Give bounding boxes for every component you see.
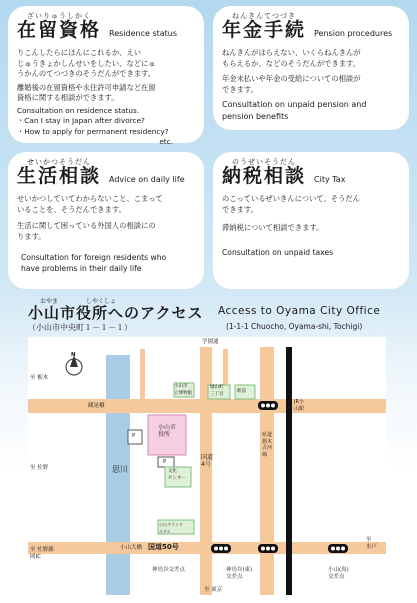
card-tax — [213, 152, 409, 289]
card-text: せいかつしていてわからないこと、こまって — [17, 194, 163, 203]
map-label-cityoffice: 小山市 役所 — [158, 424, 177, 438]
card-title: 納税相談 — [222, 165, 307, 187]
map-label-mito: 至 水戸 — [366, 537, 378, 550]
card-text: りこんしたらにほんにこれるか、えい — [17, 48, 142, 57]
north-label: N — [71, 352, 76, 358]
map-label-sanoto: 至 佐野藤岡IC — [30, 547, 54, 560]
card-title: 在留資格 — [17, 19, 102, 41]
map-label-shiroyama: 城山町 三丁目 — [210, 385, 224, 397]
map-label-jr: JR小山駅 — [294, 399, 305, 412]
map-label-oyama-junction: 小山(馬) 交差点 — [328, 567, 349, 580]
map-label-kannonbashi: 観晃橋 — [88, 403, 105, 409]
card-text-en: have problems in their daily life — [21, 264, 142, 273]
card-text: できます。 — [222, 84, 258, 94]
map-label-ekimae: 駅前 — [237, 389, 246, 394]
card-text-en: ・Can I stay in Japan after divorce? — [17, 116, 145, 125]
card-text-en: Consultation for foreign residents who — [21, 253, 167, 262]
card-text-en: Consultation on unpaid pension and — [222, 100, 367, 109]
card-text: うかんのてつづきのそうだんができます。 — [17, 69, 156, 78]
map-label-prefroad: 県道栃木古河線 — [262, 432, 273, 458]
map-label-tochigi: 至 栃木 — [30, 375, 49, 381]
card-ruby: ざいりゅうしかく — [27, 12, 91, 20]
card-text: のこっているぜいきんについて、そうだん — [222, 194, 360, 203]
map-label-museum: 小山市 立博物館 — [174, 384, 192, 396]
card-text: できます。 — [222, 204, 258, 214]
card-title-en: Residence status — [109, 29, 178, 38]
map-label-river: 思川 — [112, 465, 128, 474]
card-text: ります。 — [17, 231, 46, 241]
map-label-bunka: 文化 センター — [168, 469, 186, 481]
card-ruby: ねんきんてつづき — [232, 12, 296, 20]
access-address-ja: （小山市中央町１－１－１） — [28, 323, 132, 332]
card-text: いることを、そうだんできます。 — [17, 204, 126, 214]
map-label-p2: P — [163, 459, 167, 465]
map-label-route50: 国道50号 — [148, 543, 179, 551]
card-text: 年金未払いや年金の受給についての相談が — [222, 74, 361, 83]
card-title-en: Advice on daily life — [109, 175, 185, 184]
map-label-grandhotel: 小山グランド ホテル — [159, 522, 183, 534]
access-map — [28, 337, 386, 595]
card-text-en: Consultation on residence status. — [17, 105, 140, 115]
map-label-gakuen: 学園通 — [202, 339, 219, 345]
card-ruby: のうぜいそうだん — [232, 158, 296, 166]
access-header — [28, 296, 398, 336]
card-daily-life — [8, 152, 204, 289]
card-text: ねんきんがはらえない、いくらねんきんが — [222, 48, 361, 57]
map-label-kamitsuga-east: 神鳥谷(東) 交差点 — [226, 567, 253, 580]
card-etc: etc. — [159, 137, 173, 146]
access-title-en: Access to Oyama City Office — [218, 305, 381, 317]
card-title-en: Pension procedures — [314, 29, 393, 38]
card-text: 生活に関して困っている外国人の相談にの — [17, 221, 156, 230]
jr-line — [286, 347, 292, 595]
map-label-tokyo: 至 東京 — [204, 587, 223, 593]
river-shape — [106, 355, 130, 595]
access-title-ja: 小山市役所へのアクセス — [28, 304, 204, 322]
access-address-en: (1-1-1 Chuocho, Oyama-shi, Tochigi) — [226, 322, 363, 331]
map-label-shinhashi: 小山大橋 — [120, 545, 143, 551]
card-text: じゅうきょかしんせいをしたい、などにゅ — [17, 58, 156, 68]
card-text-en: Consultation on unpaid taxes — [222, 247, 334, 257]
access-ruby-1: おやま — [40, 298, 59, 305]
card-pension — [213, 6, 409, 130]
card-text: もらえるか、などのそうだんができます。 — [222, 58, 361, 68]
card-text: 滞納税について相談できます。 — [222, 223, 324, 232]
card-title: 生活相談 — [17, 165, 102, 187]
map-label-kamitsuga: 神鳥谷交差点 — [152, 567, 186, 573]
map-label-route4: 国道 4号 — [201, 454, 214, 468]
card-residence — [8, 6, 204, 146]
card-title-en: City Tax — [314, 175, 346, 184]
card-text: 資格に関する相談ができます。 — [17, 93, 119, 102]
card-text-en: ・How to apply for permanent residency? — [17, 126, 169, 136]
card-text: 離婚後の在留資格や永住許可申請など在留 — [17, 82, 156, 92]
access-ruby-2: しやくしょ — [86, 298, 117, 305]
map-label-p1: P — [132, 433, 136, 439]
card-ruby: せいかつそうだん — [27, 158, 91, 166]
card-text-en: pension benefits — [222, 112, 289, 121]
map-label-sano: 至 佐野 — [30, 465, 49, 471]
card-title: 年金手続 — [222, 19, 307, 41]
